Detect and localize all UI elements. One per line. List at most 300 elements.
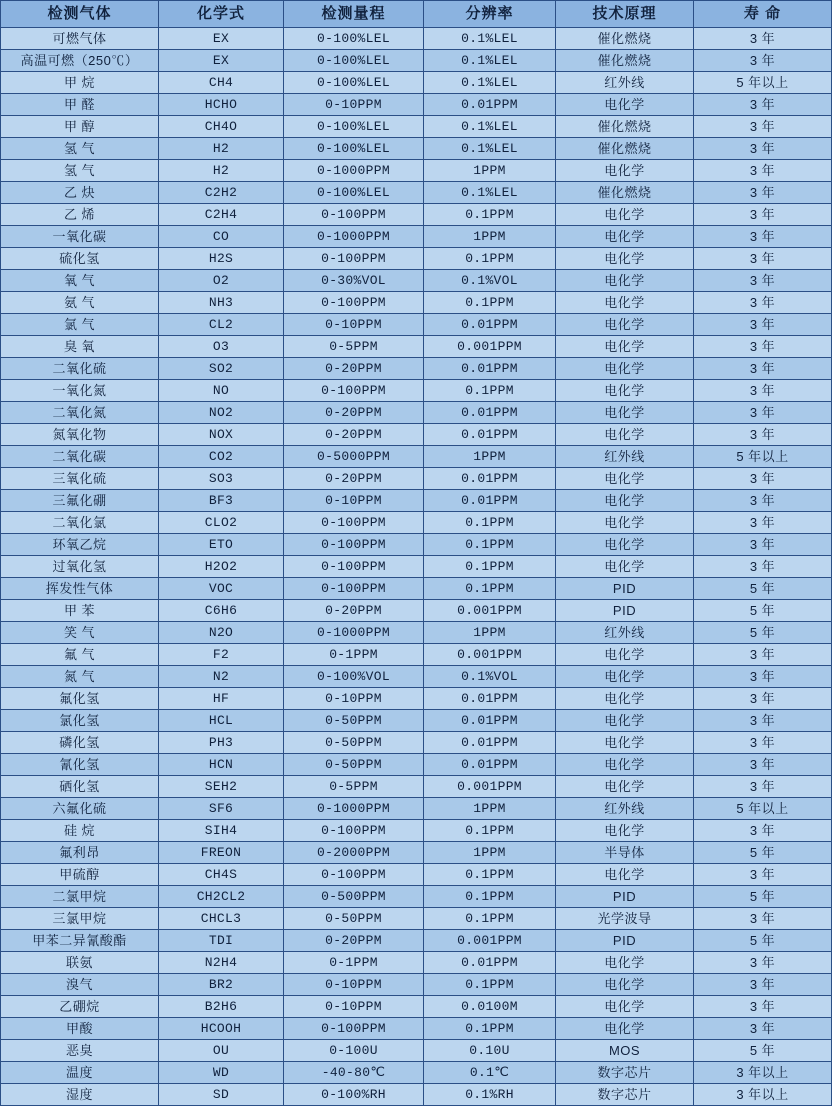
- table-cell: 氰化氢: [1, 754, 159, 776]
- table-cell: 甲苯二异氰酸酯: [1, 930, 159, 952]
- table-cell: 电化学: [556, 204, 694, 226]
- table-cell: O3: [159, 336, 284, 358]
- table-cell: 氧 气: [1, 270, 159, 292]
- table-row: [1, 182, 832, 204]
- table-cell: 挥发性气体: [1, 578, 159, 600]
- table-cell: CH4O: [159, 116, 284, 138]
- table-row: [1, 490, 832, 512]
- table-cell: 高温可燃（250℃）: [1, 50, 159, 72]
- table-cell: 电化学: [556, 732, 694, 754]
- table-cell: 3 年: [694, 512, 832, 534]
- table-cell: HCOOH: [159, 1018, 284, 1040]
- table-cell: -40-80℃: [284, 1062, 424, 1084]
- table-cell: 甲酸: [1, 1018, 159, 1040]
- table-cell: 催化燃烧: [556, 116, 694, 138]
- table-header-row: [1, 1, 832, 28]
- table-cell: 三氯甲烷: [1, 908, 159, 930]
- table-cell: SO2: [159, 358, 284, 380]
- table-cell: 3 年: [694, 160, 832, 182]
- table-row: [1, 1040, 832, 1062]
- table-cell: 0.1℃: [424, 1062, 556, 1084]
- table-cell: 光学波导: [556, 908, 694, 930]
- table-cell: 电化学: [556, 996, 694, 1018]
- table-cell: 恶臭: [1, 1040, 159, 1062]
- table-cell: 3 年: [694, 336, 832, 358]
- table-row: [1, 776, 832, 798]
- table-cell: CHCL3: [159, 908, 284, 930]
- table-cell: 3 年: [694, 50, 832, 72]
- table-cell: 5 年: [694, 622, 832, 644]
- table-cell: 氟 气: [1, 644, 159, 666]
- table-cell: 0-100%LEL: [284, 182, 424, 204]
- table-cell: 3 年: [694, 270, 832, 292]
- table-cell: 0.1%LEL: [424, 116, 556, 138]
- table-cell: C2H2: [159, 182, 284, 204]
- table-cell: 电化学: [556, 380, 694, 402]
- table-cell: PID: [556, 886, 694, 908]
- table-cell: 3 年: [694, 402, 832, 424]
- table-cell: 0-100PPM: [284, 204, 424, 226]
- table-row: [1, 160, 832, 182]
- table-cell: 0.1%VOL: [424, 666, 556, 688]
- table-cell: 0.1PPM: [424, 248, 556, 270]
- table-cell: 0-1000PPM: [284, 226, 424, 248]
- table-cell: 二氯甲烷: [1, 886, 159, 908]
- table-row: [1, 644, 832, 666]
- table-cell: 电化学: [556, 534, 694, 556]
- table-cell: 0.1%LEL: [424, 138, 556, 160]
- table-cell: B2H6: [159, 996, 284, 1018]
- table-row: [1, 864, 832, 886]
- table-cell: 催化燃烧: [556, 138, 694, 160]
- column-header-gas: 检测气体: [1, 1, 159, 28]
- table-cell: ETO: [159, 534, 284, 556]
- table-cell: 0.01PPM: [424, 358, 556, 380]
- column-header-lifetime: 寿 命: [694, 1, 832, 28]
- table-cell: 3 年: [694, 94, 832, 116]
- table-cell: CL2: [159, 314, 284, 336]
- table-cell: 电化学: [556, 468, 694, 490]
- table-cell: 电化学: [556, 820, 694, 842]
- table-cell: 0.1PPM: [424, 1018, 556, 1040]
- table-cell: 3 年: [694, 820, 832, 842]
- table-cell: CO2: [159, 446, 284, 468]
- table-cell: 3 年: [694, 776, 832, 798]
- table-cell: 0-100%LEL: [284, 72, 424, 94]
- table-cell: 0.1PPM: [424, 204, 556, 226]
- table-cell: 3 年: [694, 534, 832, 556]
- table-cell: 0.1PPM: [424, 512, 556, 534]
- table-cell: CH4: [159, 72, 284, 94]
- table-cell: 0.1PPM: [424, 578, 556, 600]
- table-cell: 0.01PPM: [424, 952, 556, 974]
- table-cell: CH2CL2: [159, 886, 284, 908]
- table-cell: 电化学: [556, 424, 694, 446]
- table-row: [1, 578, 832, 600]
- table-cell: 5 年: [694, 1040, 832, 1062]
- table-cell: 0.1%RH: [424, 1084, 556, 1106]
- table-cell: H2O2: [159, 556, 284, 578]
- table-cell: 0.1PPM: [424, 908, 556, 930]
- table-cell: MOS: [556, 1040, 694, 1062]
- table-cell: 一氧化氮: [1, 380, 159, 402]
- table-cell: 0.01PPM: [424, 424, 556, 446]
- table-row: [1, 732, 832, 754]
- table-cell: 0-20PPM: [284, 600, 424, 622]
- table-cell: 3 年: [694, 380, 832, 402]
- table-cell: 3 年: [694, 468, 832, 490]
- table-row: [1, 996, 832, 1018]
- table-cell: 0-100%RH: [284, 1084, 424, 1106]
- table-cell: PH3: [159, 732, 284, 754]
- table-cell: 3 年以上: [694, 1084, 832, 1106]
- table-cell: SF6: [159, 798, 284, 820]
- table-cell: C2H4: [159, 204, 284, 226]
- table-cell: 0-100%LEL: [284, 138, 424, 160]
- table-cell: VOC: [159, 578, 284, 600]
- table-row: [1, 138, 832, 160]
- table-cell: 催化燃烧: [556, 182, 694, 204]
- table-row: [1, 336, 832, 358]
- table-cell: 0-30%VOL: [284, 270, 424, 292]
- table-cell: OU: [159, 1040, 284, 1062]
- table-cell: 0-50PPM: [284, 732, 424, 754]
- table-cell: 5 年: [694, 930, 832, 952]
- table-cell: 0-50PPM: [284, 710, 424, 732]
- table-cell: 0.01PPM: [424, 710, 556, 732]
- table-cell: PID: [556, 578, 694, 600]
- table-cell: 0-10PPM: [284, 996, 424, 1018]
- table-row: [1, 1018, 832, 1040]
- table-row: [1, 952, 832, 974]
- table-cell: 电化学: [556, 314, 694, 336]
- table-cell: HCHO: [159, 94, 284, 116]
- table-cell: 0-50PPM: [284, 754, 424, 776]
- table-cell: SEH2: [159, 776, 284, 798]
- table-cell: 0.01PPM: [424, 754, 556, 776]
- table-cell: 0-100PPM: [284, 248, 424, 270]
- table-cell: 3 年: [694, 556, 832, 578]
- table-cell: 0.1%LEL: [424, 182, 556, 204]
- table-cell: 臭 氧: [1, 336, 159, 358]
- table-cell: 催化燃烧: [556, 28, 694, 50]
- table-cell: 电化学: [556, 336, 694, 358]
- table-cell: 3 年: [694, 908, 832, 930]
- table-row: [1, 358, 832, 380]
- table-cell: SIH4: [159, 820, 284, 842]
- table-cell: N2H4: [159, 952, 284, 974]
- table-cell: 3 年: [694, 314, 832, 336]
- table-cell: 0-10PPM: [284, 490, 424, 512]
- table-cell: 电化学: [556, 270, 694, 292]
- table-cell: 3 年: [694, 292, 832, 314]
- table-cell: NO: [159, 380, 284, 402]
- table-cell: 电化学: [556, 292, 694, 314]
- table-cell: 3 年: [694, 1018, 832, 1040]
- table-cell: 3 年: [694, 666, 832, 688]
- table-cell: 二氧化氮: [1, 402, 159, 424]
- table-cell: 1PPM: [424, 446, 556, 468]
- table-cell: 一氧化碳: [1, 226, 159, 248]
- table-cell: 3 年: [694, 138, 832, 160]
- table-cell: 甲 烷: [1, 72, 159, 94]
- table-cell: 乙 烯: [1, 204, 159, 226]
- table-cell: 甲 苯: [1, 600, 159, 622]
- table-cell: 3 年: [694, 28, 832, 50]
- column-header-range: 检测量程: [284, 1, 424, 28]
- table-cell: 3 年: [694, 710, 832, 732]
- table-cell: 电化学: [556, 248, 694, 270]
- table-cell: HCL: [159, 710, 284, 732]
- table-cell: H2: [159, 160, 284, 182]
- table-cell: EX: [159, 28, 284, 50]
- table-cell: 电化学: [556, 160, 694, 182]
- table-cell: 0.01PPM: [424, 688, 556, 710]
- table-cell: 0-100%LEL: [284, 116, 424, 138]
- table-cell: 0.1%VOL: [424, 270, 556, 292]
- table-cell: F2: [159, 644, 284, 666]
- table-cell: 电化学: [556, 864, 694, 886]
- column-header-principle: 技术原理: [556, 1, 694, 28]
- table-body: [1, 28, 832, 1106]
- table-cell: 0-1000PPM: [284, 622, 424, 644]
- table-cell: 0.10U: [424, 1040, 556, 1062]
- table-cell: CLO2: [159, 512, 284, 534]
- table-cell: 0.001PPM: [424, 336, 556, 358]
- table-cell: 3 年: [694, 490, 832, 512]
- table-cell: 电化学: [556, 974, 694, 996]
- table-cell: 0-20PPM: [284, 424, 424, 446]
- table-cell: 0-100%VOL: [284, 666, 424, 688]
- table-cell: 0-5000PPM: [284, 446, 424, 468]
- table-cell: 0-20PPM: [284, 930, 424, 952]
- table-cell: 电化学: [556, 1018, 694, 1040]
- table-cell: 电化学: [556, 512, 694, 534]
- table-cell: 3 年: [694, 754, 832, 776]
- table-cell: 半导体: [556, 842, 694, 864]
- table-row: [1, 1062, 832, 1084]
- table-cell: 过氧化氢: [1, 556, 159, 578]
- table-cell: 氮 气: [1, 666, 159, 688]
- table-row: [1, 446, 832, 468]
- table-cell: 电化学: [556, 754, 694, 776]
- table-cell: 0.1PPM: [424, 886, 556, 908]
- table-cell: 0.1PPM: [424, 974, 556, 996]
- table-cell: 联氨: [1, 952, 159, 974]
- table-row: [1, 424, 832, 446]
- table-cell: 笑 气: [1, 622, 159, 644]
- table-row: [1, 226, 832, 248]
- table-cell: 0-100PPM: [284, 578, 424, 600]
- table-cell: 0-10PPM: [284, 94, 424, 116]
- table-cell: 三氧化硫: [1, 468, 159, 490]
- table-cell: WD: [159, 1062, 284, 1084]
- table-cell: FREON: [159, 842, 284, 864]
- table-row: [1, 754, 832, 776]
- table-cell: 5 年: [694, 842, 832, 864]
- table-cell: 3 年: [694, 116, 832, 138]
- table-row: [1, 72, 832, 94]
- table-cell: 0-100U: [284, 1040, 424, 1062]
- table-cell: 0-100PPM: [284, 864, 424, 886]
- table-cell: 0-100PPM: [284, 512, 424, 534]
- table-cell: 甲硫醇: [1, 864, 159, 886]
- table-cell: 0-20PPM: [284, 468, 424, 490]
- table-cell: 3 年: [694, 226, 832, 248]
- table-cell: 0-100PPM: [284, 292, 424, 314]
- table-cell: 六氟化硫: [1, 798, 159, 820]
- table-cell: HCN: [159, 754, 284, 776]
- table-row: [1, 314, 832, 336]
- table-row: [1, 50, 832, 72]
- table-cell: PID: [556, 930, 694, 952]
- table-cell: SO3: [159, 468, 284, 490]
- table-cell: 0-500PPM: [284, 886, 424, 908]
- table-cell: 1PPM: [424, 160, 556, 182]
- table-cell: 0-100PPM: [284, 534, 424, 556]
- table-cell: 0.01PPM: [424, 94, 556, 116]
- table-cell: 0.1%LEL: [424, 72, 556, 94]
- table-cell: 0-100PPM: [284, 1018, 424, 1040]
- table-cell: 电化学: [556, 666, 694, 688]
- table-cell: 红外线: [556, 72, 694, 94]
- table-cell: 红外线: [556, 798, 694, 820]
- table-cell: EX: [159, 50, 284, 72]
- table-cell: 0.001PPM: [424, 930, 556, 952]
- table-cell: 0.001PPM: [424, 600, 556, 622]
- table-cell: H2: [159, 138, 284, 160]
- table-cell: 磷化氢: [1, 732, 159, 754]
- table-row: [1, 842, 832, 864]
- table-cell: 0-20PPM: [284, 402, 424, 424]
- table-cell: 氨 气: [1, 292, 159, 314]
- table-cell: 电化学: [556, 402, 694, 424]
- table-cell: 环氧乙烷: [1, 534, 159, 556]
- table-cell: SD: [159, 1084, 284, 1106]
- table-cell: 0.1PPM: [424, 820, 556, 842]
- table-cell: 3 年: [694, 204, 832, 226]
- table-cell: 催化燃烧: [556, 50, 694, 72]
- table-cell: 0-100PPM: [284, 556, 424, 578]
- table-cell: 电化学: [556, 490, 694, 512]
- table-cell: C6H6: [159, 600, 284, 622]
- table-row: [1, 380, 832, 402]
- table-row: [1, 116, 832, 138]
- table-cell: TDI: [159, 930, 284, 952]
- table-row: [1, 1084, 832, 1106]
- table-cell: 0.001PPM: [424, 776, 556, 798]
- table-cell: 0.1%LEL: [424, 28, 556, 50]
- table-row: [1, 798, 832, 820]
- table-cell: 硒化氢: [1, 776, 159, 798]
- table-cell: 可燃气体: [1, 28, 159, 50]
- table-cell: 5 年: [694, 600, 832, 622]
- table-cell: 0.01PPM: [424, 732, 556, 754]
- table-cell: 氢 气: [1, 160, 159, 182]
- table-row: [1, 556, 832, 578]
- table-cell: 0.001PPM: [424, 644, 556, 666]
- table-cell: 1PPM: [424, 622, 556, 644]
- table-cell: 0-2000PPM: [284, 842, 424, 864]
- table-cell: 红外线: [556, 622, 694, 644]
- table-row: [1, 402, 832, 424]
- table-cell: 氮氧化物: [1, 424, 159, 446]
- table-row: [1, 622, 832, 644]
- table-cell: N2: [159, 666, 284, 688]
- table-cell: 乙 炔: [1, 182, 159, 204]
- table-row: [1, 534, 832, 556]
- table-cell: CO: [159, 226, 284, 248]
- table-row: [1, 974, 832, 996]
- table-cell: CH4S: [159, 864, 284, 886]
- table-cell: 5 年: [694, 578, 832, 600]
- table-cell: 0-100PPM: [284, 380, 424, 402]
- table-cell: NOX: [159, 424, 284, 446]
- table-cell: 3 年: [694, 952, 832, 974]
- table-cell: 0.01PPM: [424, 468, 556, 490]
- table-cell: 0-1000PPM: [284, 798, 424, 820]
- table-row: [1, 512, 832, 534]
- table-cell: 0.01PPM: [424, 402, 556, 424]
- table-cell: 红外线: [556, 446, 694, 468]
- table-cell: 硅 烷: [1, 820, 159, 842]
- table-cell: 0-5PPM: [284, 776, 424, 798]
- table-cell: 0-1000PPM: [284, 160, 424, 182]
- table-row: [1, 204, 832, 226]
- table-cell: 0.1PPM: [424, 292, 556, 314]
- table-cell: 氯 气: [1, 314, 159, 336]
- table-cell: NH3: [159, 292, 284, 314]
- table-row: [1, 666, 832, 688]
- table-cell: 乙硼烷: [1, 996, 159, 1018]
- table-cell: BF3: [159, 490, 284, 512]
- table-cell: 5 年以上: [694, 446, 832, 468]
- table-cell: 3 年: [694, 644, 832, 666]
- table-cell: 3 年: [694, 248, 832, 270]
- table-cell: 0.1%LEL: [424, 50, 556, 72]
- table-cell: 电化学: [556, 776, 694, 798]
- table-cell: HF: [159, 688, 284, 710]
- table-cell: 0-1PPM: [284, 952, 424, 974]
- table-row: [1, 886, 832, 908]
- table-row: [1, 94, 832, 116]
- table-cell: 0.01PPM: [424, 314, 556, 336]
- table-cell: 3 年: [694, 358, 832, 380]
- table-cell: 0-20PPM: [284, 358, 424, 380]
- table-cell: PID: [556, 600, 694, 622]
- table-row: [1, 468, 832, 490]
- table-cell: 3 年: [694, 688, 832, 710]
- table-cell: 5 年以上: [694, 72, 832, 94]
- table-cell: 3 年: [694, 864, 832, 886]
- table-row: [1, 270, 832, 292]
- table-cell: 3 年: [694, 974, 832, 996]
- table-cell: 0-100%LEL: [284, 28, 424, 50]
- table-cell: 0-10PPM: [284, 314, 424, 336]
- table-row: [1, 820, 832, 842]
- table-cell: O2: [159, 270, 284, 292]
- table-cell: 0-10PPM: [284, 688, 424, 710]
- table-cell: 硫化氢: [1, 248, 159, 270]
- table-cell: 0.01PPM: [424, 490, 556, 512]
- table-cell: 电化学: [556, 556, 694, 578]
- table-cell: 电化学: [556, 688, 694, 710]
- table-cell: 1PPM: [424, 842, 556, 864]
- table-cell: 二氧化硫: [1, 358, 159, 380]
- table-row: [1, 248, 832, 270]
- table-cell: 氢 气: [1, 138, 159, 160]
- table-row: [1, 688, 832, 710]
